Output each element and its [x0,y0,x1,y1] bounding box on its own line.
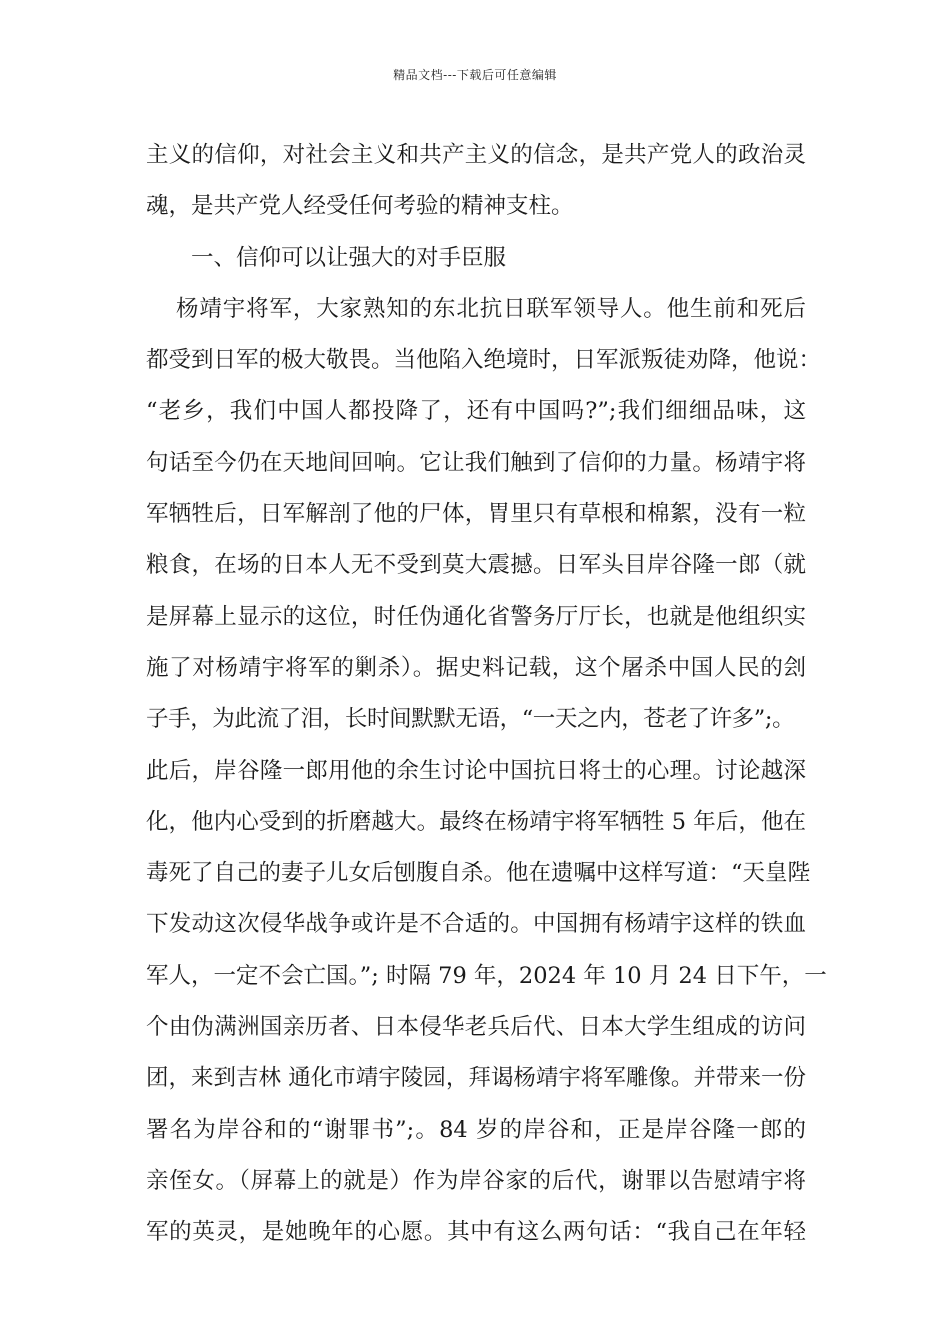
paragraph-line: 军人，一定不会亡国。”; 时隔 79 年，2024 年 10 月 24 日下午，一 [146,962,827,989]
paragraph-line: 署名为岸谷和的“谢罪书”;。84 岁的岸谷和，正是岸谷隆一郎的 [146,1116,806,1143]
page-header: 精品文档---下载后可任意编辑 [393,68,557,82]
paragraph-line: 施了对杨靖宇将军的剿杀）。据史料记载，这个屠杀中国人民的刽 [146,654,806,681]
paragraph-line: 团，来到吉林 通化市靖宇陵园，拜谒杨靖宇将军雕像。并带来一份 [146,1065,806,1092]
paragraph-line: 都受到日军的极大敬畏。当他陷入绝境时，日军派叛徒劝降，他说： [146,347,822,374]
paragraph-line: 魂，是共产党人经受任何考验的精神支柱。 [146,193,574,220]
paragraph-line: 句话至今仍在天地间回响。它让我们触到了信仰的力量。杨靖宇将 [146,449,806,476]
paragraph-line: 亲侄女。（屏幕上的就是）作为岸谷家的后代，谢罪以告慰靖宇将 [146,1167,806,1194]
paragraph-line: 个由伪满洲国亲历者、日本侵华老兵后代、日本大学生组成的访问 [146,1014,806,1041]
paragraph-line: 化，他内心受到的折磨越大。最终在杨靖宇将军牺牲 5 年后，他在 [146,808,806,835]
paragraph-line: 军的英灵，是她晚年的心愿。其中有这么两句话：“我自己在年轻 [146,1219,806,1246]
paragraph-line: 军牺牲后，日军解剖了他的尸体，胃里只有草根和棉絮，没有一粒 [146,501,806,528]
paragraph-line: 下发动这次侵华战争或许是不合适的。中国拥有杨靖宇这样的铁血 [146,911,806,938]
paragraph-line: 粮食，在场的日本人无不受到莫大震撼。日军头目岸谷隆一郎（就 [146,552,806,579]
paragraph-line: 子手，为此流了泪，长时间默默无语，“一天之内，苍老了许多”;。 [146,706,795,733]
paragraph-line: 杨靖宇将军，大家熟知的东北抗日联军领导人。他生前和死后 [176,295,806,322]
paragraph-line: 毒死了自己的妻子儿女后刨腹自杀。他在遗嘱中这样写道：“天皇陛 [146,860,811,887]
paragraph-line: 主义的信仰，对社会主义和共产主义的信念，是共产党人的政治灵 [146,142,806,168]
document-body [146,130,827,1259]
section-heading: 一、信仰可以让强大的对手臣服 [191,244,507,271]
paragraph-line: “老乡，我们中国人都投降了，还有中国吗?”;我们细细品味，这 [146,398,806,425]
paragraph-line: 此后，岸谷隆一郎用他的余生讨论中国抗日将士的心理。讨论越深 [146,757,806,784]
paragraph-line: 是屏幕上显示的这位，时任伪通化省警务厅厅长，也就是他组织实 [146,603,806,630]
